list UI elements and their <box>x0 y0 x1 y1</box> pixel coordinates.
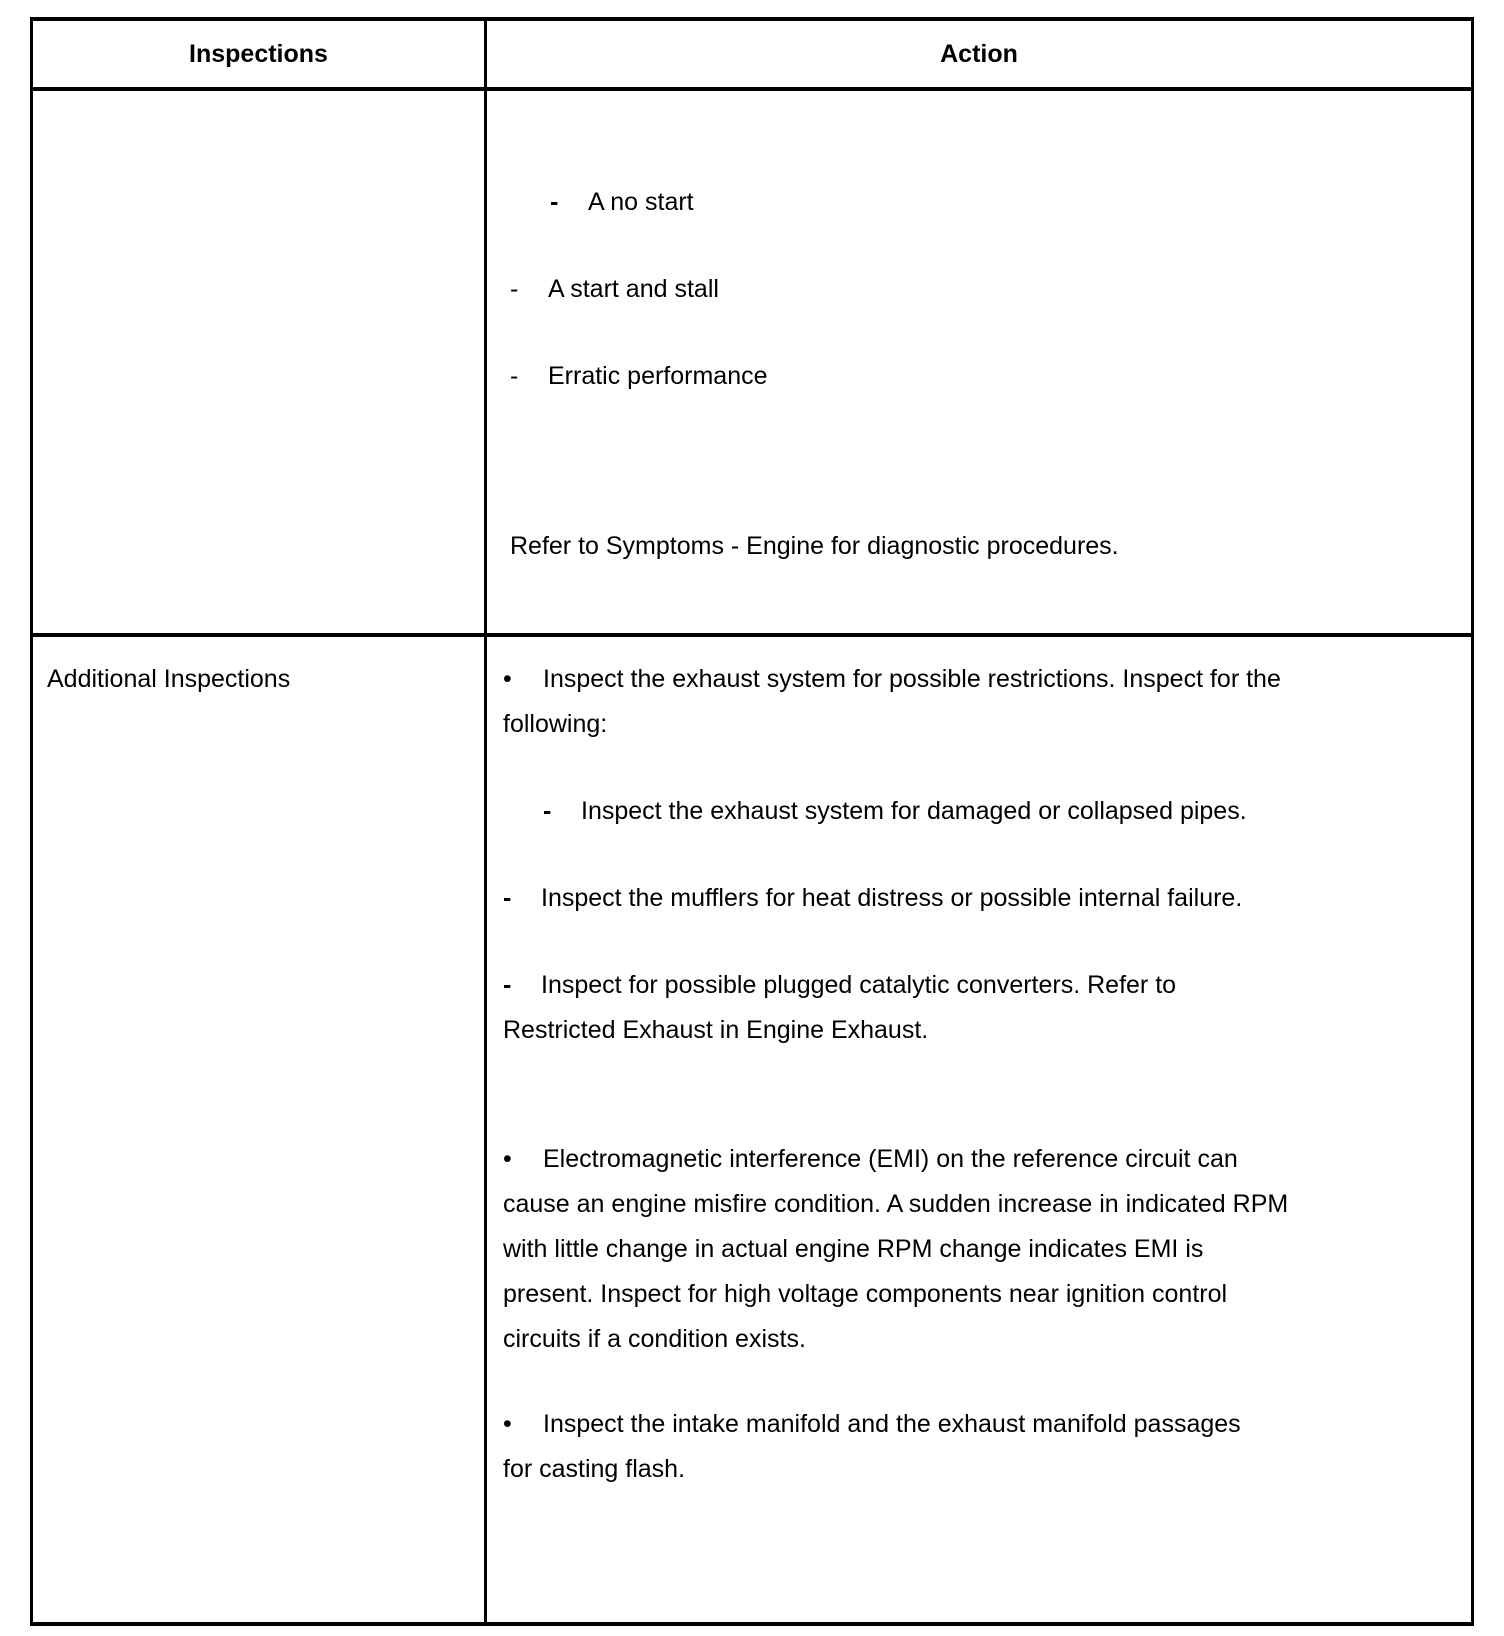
column-header-inspections: Inspections <box>189 39 328 68</box>
bullet-continuation: circuits if a condition exists. <box>503 1325 806 1353</box>
bullet-marker: • <box>503 1410 512 1438</box>
bullet-text: Inspect the intake manifold and the exhaust manifold passages <box>543 1410 1241 1438</box>
sub-list-item <box>503 876 1242 921</box>
bullet-item <box>503 1137 1238 1182</box>
dash-marker: - <box>510 275 519 303</box>
bullet-text: Electromagnetic interference (EMI) on the reference circuit can <box>543 1145 1238 1173</box>
column-header-action: Action <box>940 39 1018 68</box>
sub-list-item <box>503 963 1176 1008</box>
list-item <box>510 354 768 399</box>
column-divider <box>484 21 487 1622</box>
dash-marker: - <box>543 797 552 825</box>
bullet-continuation: for casting flash. <box>503 1455 686 1483</box>
bullet-continuation: with little change in actual engine RPM change indicates EMI is <box>503 1235 1204 1263</box>
bullet-text: Inspect the exhaust system for possible restrictions. Inspect for the <box>543 665 1281 693</box>
bullet-continuation: cause an engine misfire condition. A sudden increase in indicated RPM <box>503 1190 1289 1218</box>
row-divider <box>33 633 1471 637</box>
bullet-continuation: following: <box>503 710 608 738</box>
sub-list-item-text: Inspect the mufflers for heat distress or possible internal failure. <box>541 884 1243 912</box>
sub-list-item-text: Inspect the exhaust system for damaged or collapsed pipes. <box>581 797 1247 825</box>
header-row-divider <box>33 87 1471 91</box>
list-item-text: A no start <box>588 188 694 216</box>
list-item-text: Erratic performance <box>548 362 768 390</box>
inspection-label: Additional Inspections <box>47 665 291 693</box>
dash-marker: - <box>503 884 512 912</box>
bullet-item <box>503 1402 1241 1447</box>
sub-list-item <box>543 789 1247 834</box>
bullet-marker: • <box>503 665 512 693</box>
list-item <box>510 267 719 312</box>
bullet-marker: • <box>503 1145 512 1173</box>
list-item-text: A start and stall <box>548 275 719 303</box>
bullet-item <box>503 657 1281 702</box>
list-item <box>550 180 694 225</box>
sub-list-item-text: Inspect for possible plugged catalytic converters. Refer to <box>541 971 1177 999</box>
inspections-table <box>30 17 1474 1626</box>
dash-marker: - <box>550 188 559 216</box>
bullet-continuation: present. Inspect for high voltage components near ignition control <box>503 1280 1228 1308</box>
dash-marker: - <box>503 971 512 999</box>
sub-list-item-continuation: Restricted Exhaust in Engine Exhaust. <box>503 1016 929 1044</box>
reference-note: Refer to Symptoms - Engine for diagnostic procedures. <box>510 532 1119 560</box>
dash-marker: - <box>510 362 519 390</box>
